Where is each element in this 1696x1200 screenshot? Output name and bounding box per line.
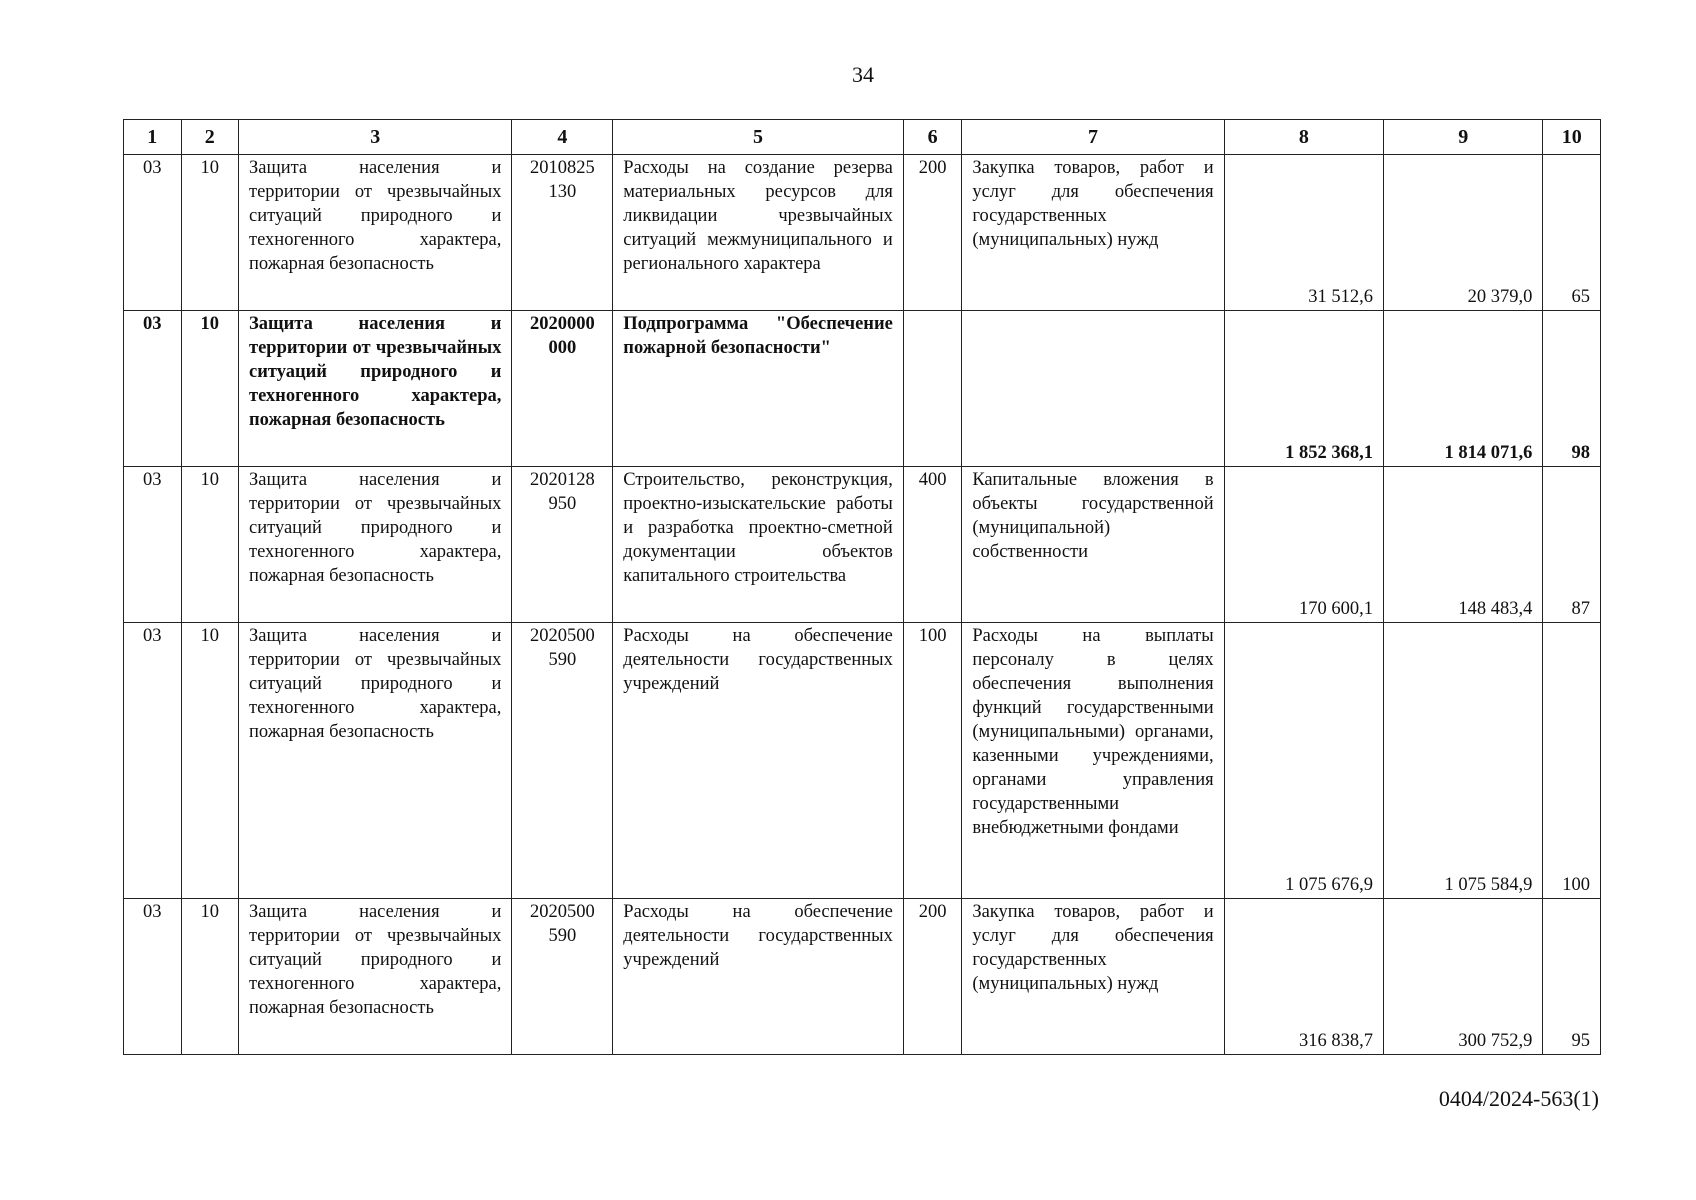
header-col-8: 8 [1224,120,1383,155]
cell-section-name: Защита населения и территории от чрезвычайных ситуаций природного и техногенного характера, пожарная безопасность [239,467,512,623]
document-code: 0404/2024-563(1) [1438,1086,1599,1111]
header-col-4: 4 [512,120,613,155]
cell-target-code: 2020000 000 [512,311,613,467]
header-col-5: 5 [613,120,904,155]
cell-percent: 65 [1543,155,1601,311]
cell-section-name: Защита населения и территории от чрезвычайных ситуаций природного и техногенного характера, пожарная безопасность [239,899,512,1055]
cell-expense-type-name: Закупка товаров, работ и услуг для обеспечения государственных (муниципальных) нужд [962,155,1224,311]
cell-subsection: 10 [181,467,239,623]
cell-planned: 316 838,7 [1224,899,1383,1055]
cell-section-name: Защита населения и территории от чрезвычайных ситуаций природного и техногенного характера, пожарная безопасность [239,623,512,899]
cell-expense-type [903,311,962,467]
cell-expense-type: 200 [903,155,962,311]
header-col-6: 6 [903,120,962,155]
cell-planned: 1 075 676,9 [1224,623,1383,899]
cell-planned: 170 600,1 [1224,467,1383,623]
table-row [124,467,1601,623]
cell-expense-type-name: Расходы на выплаты персоналу в целях обеспечения выполнения функций государственными (муниципальными) органами, казенными учреждениями, органами управления государственными внебюджетными фондами [962,623,1224,899]
cell-target-code: 2020128 950 [512,467,613,623]
page-number: 34 [852,62,874,87]
cell-section: 03 [124,899,182,1055]
cell-executed: 148 483,4 [1384,467,1543,623]
cell-percent: 95 [1543,899,1601,1055]
budget-table [123,119,1601,1055]
cell-percent: 100 [1543,623,1601,899]
cell-section: 03 [124,311,182,467]
cell-expense-type-name: Закупка товаров, работ и услуг для обеспечения государственных (муниципальных) нужд [962,899,1224,1055]
cell-target-name: Расходы на создание резерва материальных ресурсов для ликвидации чрезвычайных ситуаций межмуниципального и регионального характера [613,155,904,311]
cell-target-code: 2020500 590 [512,899,613,1055]
cell-subsection: 10 [181,623,239,899]
header-col-1: 1 [124,120,182,155]
cell-expense-type: 400 [903,467,962,623]
cell-target-name: Подпрограмма "Обеспечение пожарной безопасности" [613,311,904,467]
cell-section-name: Защита населения и территории от чрезвычайных ситуаций природного и техногенного характера, пожарная безопасность [239,155,512,311]
cell-percent: 98 [1543,311,1601,467]
cell-expense-type-name: Капитальные вложения в объекты государственной (муниципальной) собственности [962,467,1224,623]
cell-percent: 87 [1543,467,1601,623]
cell-section: 03 [124,155,182,311]
cell-target-name: Расходы на обеспечение деятельности государственных учреждений [613,623,904,899]
header-col-2: 2 [181,120,239,155]
cell-section-name: Защита населения и территории от чрезвычайных ситуаций природного и техногенного характера, пожарная безопасность [239,311,512,467]
cell-expense-type-name [962,311,1224,467]
header-col-7: 7 [962,120,1224,155]
table-row [124,311,1601,467]
cell-subsection: 10 [181,899,239,1055]
cell-section: 03 [124,467,182,623]
cell-target-code: 2010825 130 [512,155,613,311]
cell-target-name: Расходы на обеспечение деятельности государственных учреждений [613,899,904,1055]
header-col-10: 10 [1543,120,1601,155]
cell-planned: 1 852 368,1 [1224,311,1383,467]
cell-planned: 31 512,6 [1224,155,1383,311]
cell-executed: 1 075 584,9 [1384,623,1543,899]
cell-target-name: Строительство, реконструкция, проектно-изыскательские работы и разработка проектно-сметной документации объектов капитального строительства [613,467,904,623]
table-header-row [124,120,1601,155]
cell-expense-type: 100 [903,623,962,899]
cell-subsection: 10 [181,155,239,311]
cell-executed: 1 814 071,6 [1384,311,1543,467]
header-col-3: 3 [239,120,512,155]
cell-executed: 20 379,0 [1384,155,1543,311]
header-col-9: 9 [1384,120,1543,155]
cell-target-code: 2020500 590 [512,623,613,899]
cell-executed: 300 752,9 [1384,899,1543,1055]
table-row [124,623,1601,899]
cell-section: 03 [124,623,182,899]
cell-expense-type: 200 [903,899,962,1055]
table-row [124,155,1601,311]
cell-subsection: 10 [181,311,239,467]
table-row [124,899,1601,1055]
